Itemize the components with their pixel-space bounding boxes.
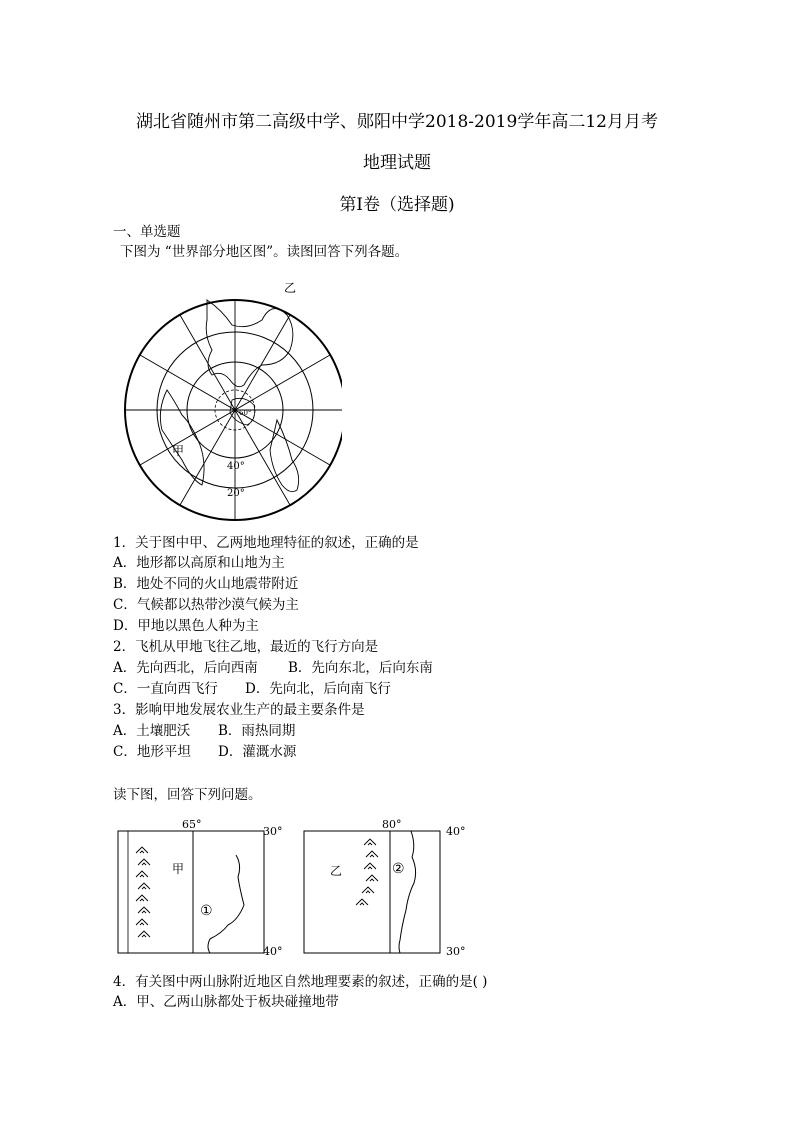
paper-section-title: 第Ⅰ卷（选择题): [339, 195, 455, 215]
q4-stem: 4．有关图中两山脉附近地区自然地理要素的叙述，正确的是( ): [113, 974, 488, 990]
map-label-jia: 甲: [172, 444, 185, 458]
q2-option-c: C．一直向西飞行: [113, 681, 218, 697]
right-map-lon-label: 80°: [382, 818, 402, 831]
mountain-map-left: [110, 815, 290, 960]
q1-option-a: A．地形都以高原和山地为主: [113, 555, 285, 571]
section-heading: 一、单选题: [113, 224, 181, 240]
intro-text-2: 读下图，回答下列问题。: [113, 787, 262, 803]
q2-option-d: D．先向北，后向南飞行: [245, 681, 391, 697]
paper-title: 湖北省随州市第二高级中学、郧阳中学2018-2019学年高二12月月考: [136, 112, 658, 132]
lat-label-60: 60°: [239, 409, 252, 417]
right-map-label-yi: 乙: [330, 864, 343, 878]
world-region-map: [112, 270, 342, 528]
right-map-circle-2: ②: [392, 861, 405, 877]
paper-subject: 地理试题: [363, 153, 431, 173]
mountain-map-right: [296, 815, 476, 960]
map-label-yi: 乙: [284, 281, 297, 295]
q1-option-b: B．地处不同的火山地震带附近: [113, 576, 299, 592]
q1-stem: 1．关于图中甲、乙两地地理特征的叙述，正确的是: [113, 535, 419, 551]
q4-option-a: A．甲、乙两山脉都处于板块碰撞地带: [113, 994, 339, 1010]
left-map-lat-top: 30°: [263, 825, 283, 838]
right-map-lat-top: 40°: [446, 825, 466, 838]
lat-label-40: 40°: [227, 461, 245, 472]
q2-option-b: B．先向东北，后向东南: [288, 660, 433, 676]
q2-stem: 2．飞机从甲地飞往乙地，最近的飞行方向是: [113, 639, 379, 655]
intro-text-1: 下图为 “世界部分地区图”。读图回答下列各题。: [120, 244, 409, 260]
q3-option-a: A．土壤肥沃: [113, 723, 191, 739]
left-map-lat-bottom: 40°: [263, 945, 283, 958]
q3-stem: 3．影响甲地发展农业生产的最主要条件是: [113, 702, 365, 718]
lat-label-20: 20°: [227, 488, 245, 499]
q3-option-c: C．地形平坦: [113, 744, 191, 760]
q3-option-d: D．灌溉水源: [218, 744, 297, 760]
q3-option-b: B．雨热同期: [218, 723, 296, 739]
left-map-circle-1: ①: [200, 903, 213, 919]
left-map-label-jia: 甲: [172, 862, 185, 876]
q1-option-d: D．甲地以黑色人种为主: [113, 618, 259, 634]
left-map-lon-label: 65°: [182, 818, 202, 831]
q2-option-a: A．先向西北，后向西南: [113, 660, 258, 676]
q1-option-c: C．气候都以热带沙漠气候为主: [113, 597, 299, 613]
right-map-lat-bottom: 30°: [446, 945, 466, 958]
